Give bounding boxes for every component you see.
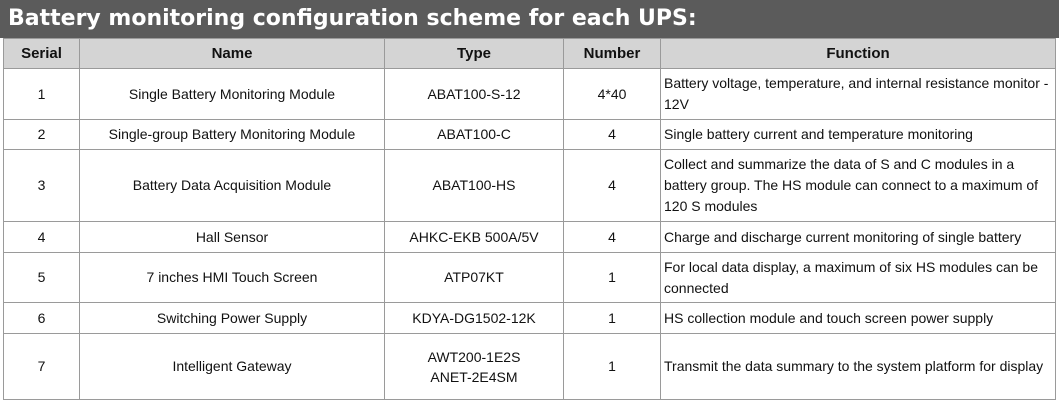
table-row — [4, 253, 1056, 303]
number-cell: 1 — [564, 334, 661, 400]
table-row — [4, 120, 1056, 150]
serial-cell: 6 — [4, 303, 80, 334]
type-cell: ABAT100-S-12 — [385, 69, 564, 120]
number-cell: 4*40 — [564, 69, 661, 120]
name-cell: Single Battery Monitoring Module — [80, 69, 385, 120]
type-line: AWT200-1E2S — [427, 348, 521, 365]
header-serial: Serial — [4, 39, 80, 69]
type-cell: ABAT100-HS — [385, 150, 564, 222]
table-row — [4, 303, 1056, 334]
number-cell: 4 — [564, 120, 661, 150]
header-name: Name — [80, 39, 385, 69]
type-cell: KDYA-DG1502-12K — [385, 303, 564, 334]
name-cell: Switching Power Supply — [80, 303, 385, 334]
serial-cell: 5 — [4, 253, 80, 303]
number-cell: 4 — [564, 222, 661, 253]
function-cell: For local data display, a maximum of six HS modules can be connected — [661, 253, 1056, 303]
name-cell: Intelligent Gateway — [80, 334, 385, 400]
configuration-table — [3, 38, 1056, 400]
type-cell: ABAT100-C — [385, 120, 564, 150]
table-row — [4, 150, 1056, 222]
function-cell: Collect and summarize the data of S and C modules in a battery group. The HS module can connect to a maximum of 120 S modules — [661, 150, 1056, 222]
page-title: Battery monitoring configuration scheme for each UPS: — [0, 0, 1059, 38]
function-cell: Charge and discharge current monitoring of single battery — [661, 222, 1056, 253]
function-cell: HS collection module and touch screen power supply — [661, 303, 1056, 334]
header-type: Type — [385, 39, 564, 69]
table-header-row — [4, 39, 1056, 69]
serial-cell: 1 — [4, 69, 80, 120]
type-cell: AHKC-EKB 500A/5V — [385, 222, 564, 253]
header-number: Number — [564, 39, 661, 69]
type-cell: ATP07KT — [385, 253, 564, 303]
serial-cell: 3 — [4, 150, 80, 222]
table-row — [4, 69, 1056, 120]
number-cell: 4 — [564, 150, 661, 222]
function-cell: Single battery current and temperature monitoring — [661, 120, 1056, 150]
table-row — [4, 334, 1056, 400]
serial-cell: 7 — [4, 334, 80, 400]
serial-cell: 2 — [4, 120, 80, 150]
function-cell: Battery voltage, temperature, and internal resistance monitor - 12V — [661, 69, 1056, 120]
name-cell: Single-group Battery Monitoring Module — [80, 120, 385, 150]
serial-cell: 4 — [4, 222, 80, 253]
type-cell — [385, 334, 564, 400]
header-function: Function — [661, 39, 1056, 69]
number-cell: 1 — [564, 303, 661, 334]
number-cell: 1 — [564, 253, 661, 303]
table-row — [4, 222, 1056, 253]
function-cell: Transmit the data summary to the system platform for display — [661, 334, 1056, 400]
type-line: ANET-2E4SM — [430, 368, 518, 385]
name-cell: Battery Data Acquisition Module — [80, 150, 385, 222]
name-cell: Hall Sensor — [80, 222, 385, 253]
name-cell: 7 inches HMI Touch Screen — [80, 253, 385, 303]
